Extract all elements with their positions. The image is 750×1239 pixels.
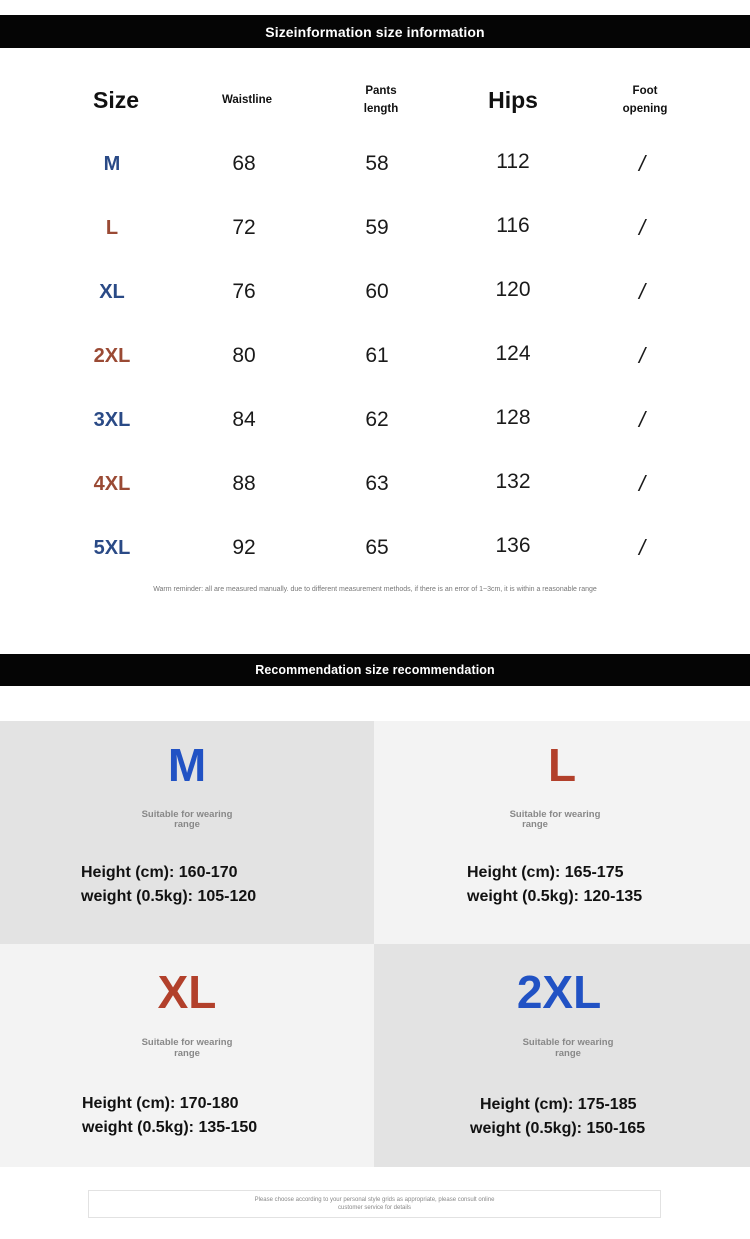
panel-height: Height (cm): 165-175 (467, 864, 624, 881)
panel-suitable-line1: Suitable for wearing (141, 809, 233, 820)
row-pants: 61 (365, 344, 389, 367)
header-hips: Hips (488, 86, 538, 113)
row-pants: 62 (365, 408, 389, 431)
recommend-panel-2xl (374, 944, 750, 1167)
panel-suitable-line2: range (555, 1048, 581, 1059)
row-waist: 88 (232, 472, 256, 495)
table-row (0, 272, 750, 312)
row-size: 3XL (93, 408, 131, 431)
header-foot-line2: opening (622, 103, 668, 115)
row-waist: 92 (232, 536, 256, 559)
row-size: M (103, 152, 121, 175)
bottom-note (88, 1190, 661, 1218)
panel-height: Height (cm): 170-180 (82, 1095, 239, 1112)
row-waist: 72 (232, 216, 256, 239)
row-foot: / (638, 407, 646, 432)
row-pants: 58 (365, 152, 389, 175)
panel-suitable-line2: range (522, 819, 548, 830)
row-hips: 112 (496, 150, 530, 173)
table-row (0, 336, 750, 376)
panel-weight: weight (0.5kg): 150-165 (470, 1120, 646, 1137)
header-waistline: Waistline (221, 94, 273, 106)
row-hips: 124 (495, 342, 531, 365)
row-foot: / (638, 343, 646, 368)
row-hips: 128 (495, 406, 531, 429)
panel-height: Height (cm): 160-170 (81, 864, 238, 881)
table-row (0, 528, 750, 568)
row-foot: / (638, 471, 646, 496)
row-hips: 116 (496, 214, 530, 237)
row-size: 4XL (93, 472, 131, 495)
row-waist: 68 (232, 152, 256, 175)
panel-suitable-line1: Suitable for wearing (509, 809, 601, 820)
header-foot-line1: Foot (632, 85, 658, 97)
bottom-note-line2: customer service for details (337, 1205, 412, 1211)
panel-suitable-line1: Suitable for wearing (141, 1037, 233, 1048)
header-pants-line2: length (363, 103, 399, 115)
recommendation-banner (0, 654, 750, 686)
row-foot: / (638, 279, 646, 304)
panel-height: Height (cm): 175-185 (480, 1096, 637, 1113)
recommendation-banner-text: Recommendation size recommendation (255, 663, 495, 677)
header-size: Size (92, 86, 140, 113)
panel-suitable-line1: Suitable for wearing (522, 1037, 614, 1048)
recommend-panel-m (0, 721, 374, 944)
table-row (0, 208, 750, 248)
row-hips: 132 (495, 470, 531, 493)
panel-size-label: 2XL (516, 966, 602, 1018)
row-pants: 60 (365, 280, 389, 303)
panel-weight: weight (0.5kg): 135-150 (82, 1119, 258, 1136)
table-row (0, 400, 750, 440)
panel-suitable-line2: range (174, 1048, 200, 1059)
row-pants: 65 (365, 536, 389, 559)
header-pants-line1: Pants (365, 85, 397, 97)
panel-suitable-line2: range (174, 819, 200, 830)
panel-size-label: L (547, 739, 577, 791)
panel-size-label: M (167, 739, 207, 791)
size-info-banner-text: Sizeinformation size information (265, 23, 485, 40)
row-pants: 59 (365, 216, 389, 239)
row-foot: / (638, 151, 646, 176)
row-size: XL (99, 280, 125, 303)
panel-weight: weight (0.5kg): 120-135 (467, 888, 643, 905)
row-waist: 84 (232, 408, 256, 431)
row-hips: 136 (495, 534, 531, 557)
table-row (0, 144, 750, 184)
bottom-note-line1: Please choose according to your personal style grids as appropriate, please consult online (254, 1197, 495, 1203)
size-info-banner (0, 15, 750, 48)
row-hips: 120 (495, 278, 531, 301)
table-row (0, 464, 750, 504)
row-size: 2XL (93, 344, 131, 367)
panel-weight: weight (0.5kg): 105-120 (81, 888, 257, 905)
row-size: L (105, 216, 119, 239)
recommend-panel-l (374, 721, 750, 944)
row-foot: / (638, 535, 646, 560)
header-pants-length (331, 80, 431, 120)
panel-size-label: XL (157, 966, 217, 1018)
row-size: 5XL (93, 536, 131, 559)
row-foot: / (638, 215, 646, 240)
row-waist: 80 (232, 344, 256, 367)
row-waist: 76 (232, 280, 256, 303)
header-foot-opening (595, 80, 695, 120)
recommend-panel-xl (0, 944, 374, 1167)
row-pants: 63 (365, 472, 389, 495)
warm-reminder: Warm reminder: all are measured manually. due to different measurement methods, if there is an error of 1~3cm, it is within a reasonable range (153, 586, 597, 593)
